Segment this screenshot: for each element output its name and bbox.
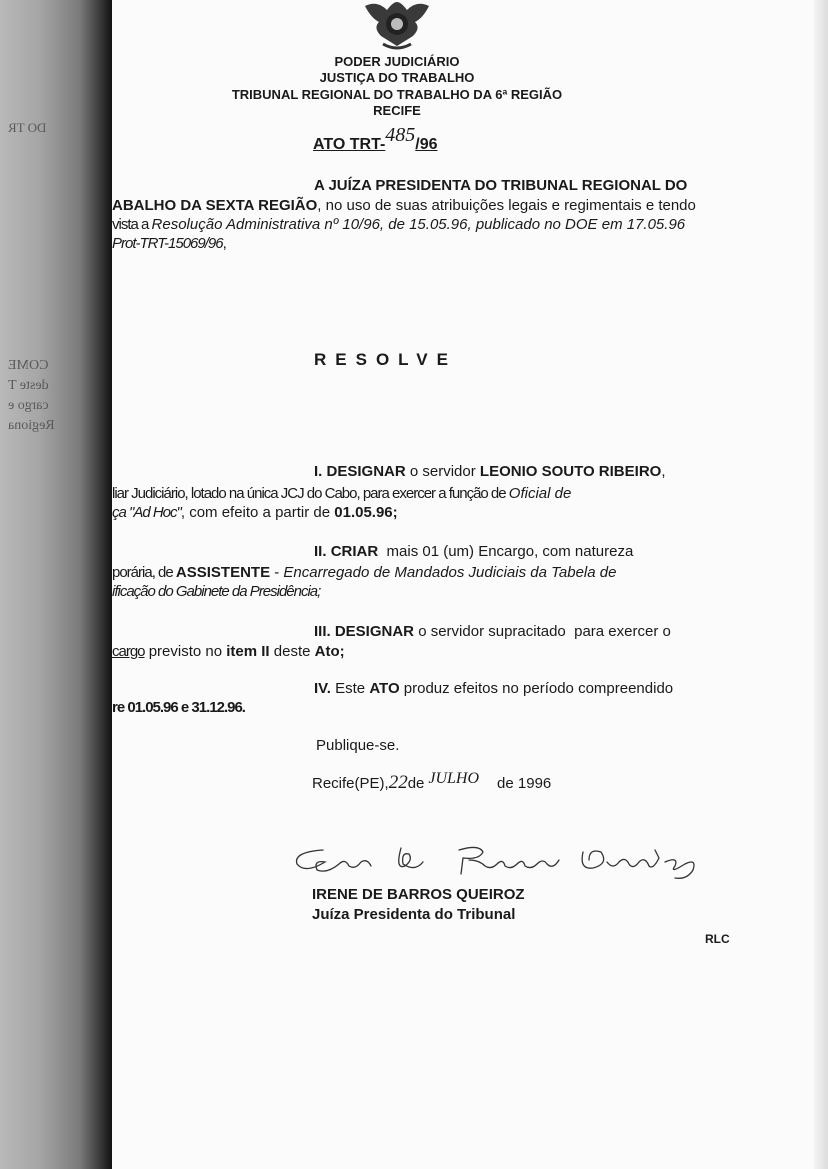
item-iii-line-1 (314, 622, 671, 641)
item-ii-line-2-text: porária, de (112, 564, 176, 581)
item-i-text1: o servidor (405, 463, 480, 480)
handwritten-signature (283, 830, 713, 890)
header-poder-judiciario: PODER JUDICIÁRIO (334, 54, 460, 69)
item-i-line-2 (112, 484, 736, 503)
item-iii-line-2-text: previsto no (144, 643, 227, 660)
binding-strip (0, 0, 112, 1169)
item-iii-deste: deste (269, 643, 315, 660)
item-iv-period: re 01.05.96 e 31.12.96. (112, 699, 245, 716)
preamble-line-2 (112, 196, 736, 215)
preamble-resolucao: Resolução Administrativa nº 10/96, de 15.05.96, publicado no DOE em 17.05.96 (151, 216, 686, 233)
preamble-line-4-rest: , (222, 235, 227, 252)
item-iv-ato: ATO (369, 680, 400, 697)
preamble-line-3 (112, 215, 736, 234)
item-i-numeral: I. (314, 463, 323, 480)
item-iii-line-2 (112, 642, 736, 661)
signer-name: IRENE DE BARROS QUEIROZ (312, 886, 525, 903)
header-justica-trabalho: JUSTIÇA DO TRABALHO (319, 70, 475, 85)
header-recife: RECIFE (373, 103, 421, 118)
title-prefix: ATO TRT- (313, 136, 386, 153)
ghost-text-e: Regiona (8, 418, 55, 433)
item-ii-gabinete: ificação do Gabinete da Presidência; (112, 583, 321, 600)
item-ii-text1: mais 01 (um) Encargo, com natureza (378, 543, 634, 560)
ghost-text-b: COME (8, 358, 49, 373)
item-ii-numeral: II. (314, 543, 327, 560)
item-iii-item-ii: item II (226, 643, 270, 660)
publique-se: Publique-se. (316, 737, 400, 754)
preamble-vista-prefix: vista a (112, 216, 152, 233)
item-iii-text1: o servidor supracitado para exercer o (414, 623, 671, 640)
typist-initials: RLC (705, 932, 730, 946)
date-day-handwritten: 22 (388, 772, 408, 793)
title-handwritten-number: 485 (385, 124, 416, 146)
place-and-date (312, 770, 552, 793)
ghost-text-c: deste T (8, 378, 49, 393)
item-i-oficial: Oficial de (508, 485, 572, 502)
item-iii-numeral: III. (314, 623, 331, 640)
item-i-line-2-text: liar Judiciário, lotado na única JCJ do Cabo, para exercer a função de (112, 485, 509, 502)
item-ii-line-1 (314, 542, 633, 561)
item-ii-line-2 (112, 563, 736, 582)
item-ii-encarregado: Encarregado de Mandados Judiciais da Tabela de (283, 564, 617, 581)
item-i-verb: DESIGNAR (326, 463, 406, 480)
item-ii-verb: CRIAR (330, 543, 379, 560)
date-month-handwritten: JULHO (428, 770, 480, 787)
title-suffix: /96 (415, 136, 438, 153)
item-iv-line-1 (314, 679, 673, 698)
preamble-line-2-rest: , no uso de suas atribuições legais e regimentais e tendo (317, 197, 696, 214)
item-ii-line-3 (112, 582, 736, 601)
item-ii-dash: - (270, 564, 284, 581)
item-iii-cargo: cargo (112, 643, 145, 660)
item-i-line-3 (112, 503, 736, 522)
document-title (313, 124, 438, 155)
coat-of-arms-emblem (357, 0, 437, 52)
item-ii-assistente: ASSISTENTE (175, 564, 271, 581)
header-tribunal-regional: TRIBUNAL REGIONAL DO TRABALHO DA 6ª REGIÃO (231, 87, 563, 102)
date-de: de (407, 775, 425, 792)
preamble-line-4 (112, 234, 736, 253)
item-iii-verb: DESIGNAR (334, 623, 415, 640)
ghost-text-a: DO TR (8, 120, 47, 135)
preamble-sexta-regiao: ABALHO DA SEXTA REGIÃO (112, 197, 318, 214)
date-year: de 1996 (497, 775, 552, 792)
item-iv-line-2 (112, 698, 736, 717)
item-iv-text1: Este (330, 680, 370, 697)
preamble-line-1: A JUÍZA PRESIDENTA DO TRIBUNAL REGIONAL DO (314, 177, 688, 194)
item-i-text2: , (661, 463, 666, 480)
item-i-name: LEONIO SOUTO RIBEIRO (479, 463, 662, 480)
item-iii-ato: Ato; (314, 643, 345, 660)
page-edge-shadow (814, 0, 828, 1169)
item-i-line-3-text: , com efeito a partir de (180, 504, 335, 521)
item-iv-numeral: IV. (314, 680, 331, 697)
resolve-heading: RESOLVE (314, 350, 457, 369)
item-iv-text2: produz efeitos no período compreendido (399, 680, 674, 697)
date-place: Recife(PE), (312, 775, 389, 792)
item-i-line-1 (314, 462, 665, 481)
item-i-date: 01.05.96; (334, 504, 398, 521)
item-i-ad-hoc: ça "Ad Hoc" (112, 504, 181, 521)
preamble-protocolo: Prot-TRT-15069/96 (112, 235, 223, 252)
ghost-text-d: cargo e (8, 398, 49, 413)
signer-role: Juíza Presidenta do Tribunal (312, 906, 516, 923)
